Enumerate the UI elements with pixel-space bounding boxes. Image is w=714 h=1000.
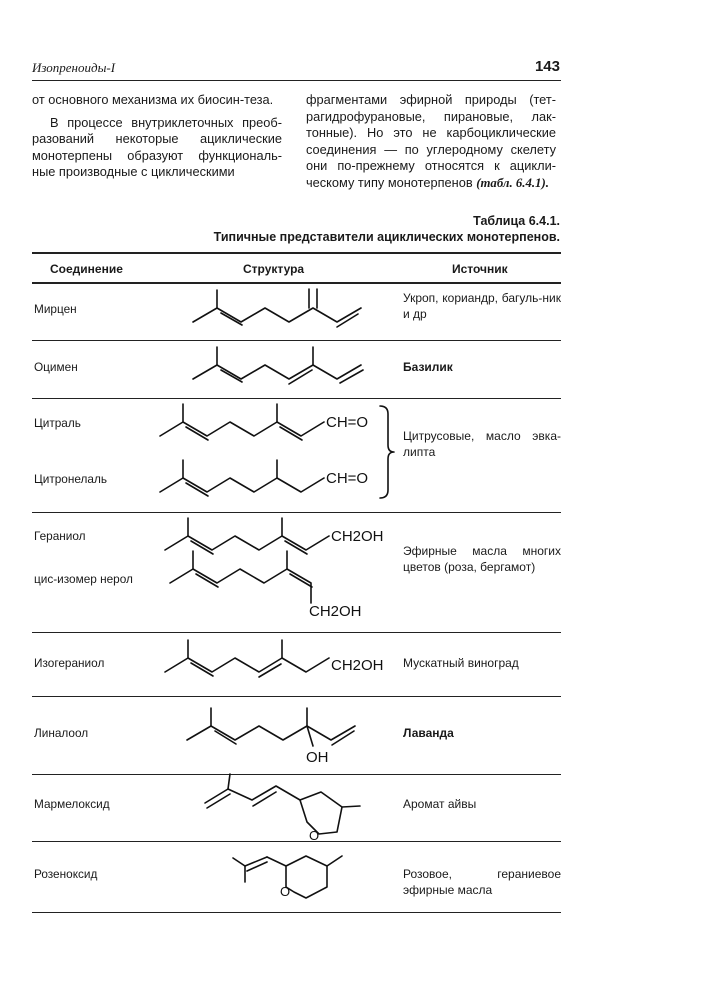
compound-name-citral: Цитраль — [34, 416, 81, 430]
source-linalool: Лаванда — [403, 726, 454, 740]
running-title: Изопреноиды-I — [32, 60, 116, 75]
structure-rose-oxide — [233, 856, 342, 899]
source-geraniol: Эфирные масла многих цветов (роза, бергамот) — [403, 544, 561, 574]
compound-name-nerol: цис-изомер нерол — [34, 572, 133, 586]
structure-geraniol — [165, 518, 384, 554]
page-number: 143 — [534, 58, 560, 75]
compound-name-rose-oxide: Розеноксид — [34, 867, 98, 881]
structure-isogeraniol — [165, 640, 384, 677]
hydroxyl-label: OH — [306, 749, 329, 766]
compound-name-linalool: Линалоол — [34, 726, 89, 740]
ring-oxygen-label: O — [280, 884, 291, 899]
paragraph: от основного механизма их биосин-теза. — [32, 92, 274, 107]
structure-ocimene — [193, 347, 363, 384]
aldehyde-label: CH=O — [326, 470, 369, 487]
compound-name-myrcene: Мирцен — [34, 302, 77, 316]
header-source: Источник — [452, 262, 508, 276]
compound-name-citronellal: Цитронелаль — [34, 472, 107, 486]
source-citrus: Цитрусовые, масло эвка-липта — [403, 429, 561, 459]
source-isogeraniol: Мускатный виноград — [403, 656, 519, 670]
structure-myrcene — [193, 289, 361, 327]
structure-marmelo-oxide — [205, 774, 360, 843]
structure-linalool — [187, 708, 355, 766]
compound-name-geraniol: Гераниол — [34, 529, 86, 543]
structure-citral — [160, 404, 368, 440]
header-compound: Соединение — [50, 262, 123, 276]
source-ocimene: Базилик — [403, 360, 453, 374]
hydroxymethyl-label: CH2OH — [331, 528, 384, 545]
source-myrcene: Укроп, кориандр, багуль-ник и др — [403, 291, 561, 321]
compound-name-marmelo-oxide: Мармелоксид — [34, 797, 110, 811]
table-title: Типичные представители ациклических монотерпенов. — [213, 230, 560, 244]
structure-nerol — [170, 551, 362, 620]
source-rose-oxide: Розовое, гераниевое эфирные масла — [403, 867, 561, 897]
table-reference[interactable]: (табл. 6.4.1). — [476, 175, 549, 190]
aldehyde-label: CH=O — [326, 414, 369, 431]
structure-citronellal — [160, 460, 368, 496]
table-number: Таблица 6.4.1. — [473, 214, 560, 228]
hydroxymethyl-label: CH2OH — [331, 657, 384, 674]
header-structure: Структура — [243, 262, 305, 276]
hydroxymethyl-label: CH2OH — [309, 603, 362, 620]
ring-oxygen-label: O — [309, 828, 320, 843]
compound-name-ocimene: Оцимен — [34, 360, 78, 374]
paragraph: В процессе внутриклеточных преоб-разований некоторые ациклические монотерпены образуют функциональ-ные производные с циклическими — [32, 114, 282, 180]
grouping-brace — [380, 406, 394, 498]
paragraph-text: фрагментами эфирной природы (тет-рагидрофурановые, пирановые, лак-тонные). Но это не карбоциклические соединения — по углеродному скелету они по-прежнему относятся к ацикли-ческому типу монотерпенов — [306, 92, 556, 190]
source-marmelo-oxide: Аромат айвы — [403, 797, 477, 811]
compound-name-isogeraniol: Изогераниол — [34, 656, 105, 670]
